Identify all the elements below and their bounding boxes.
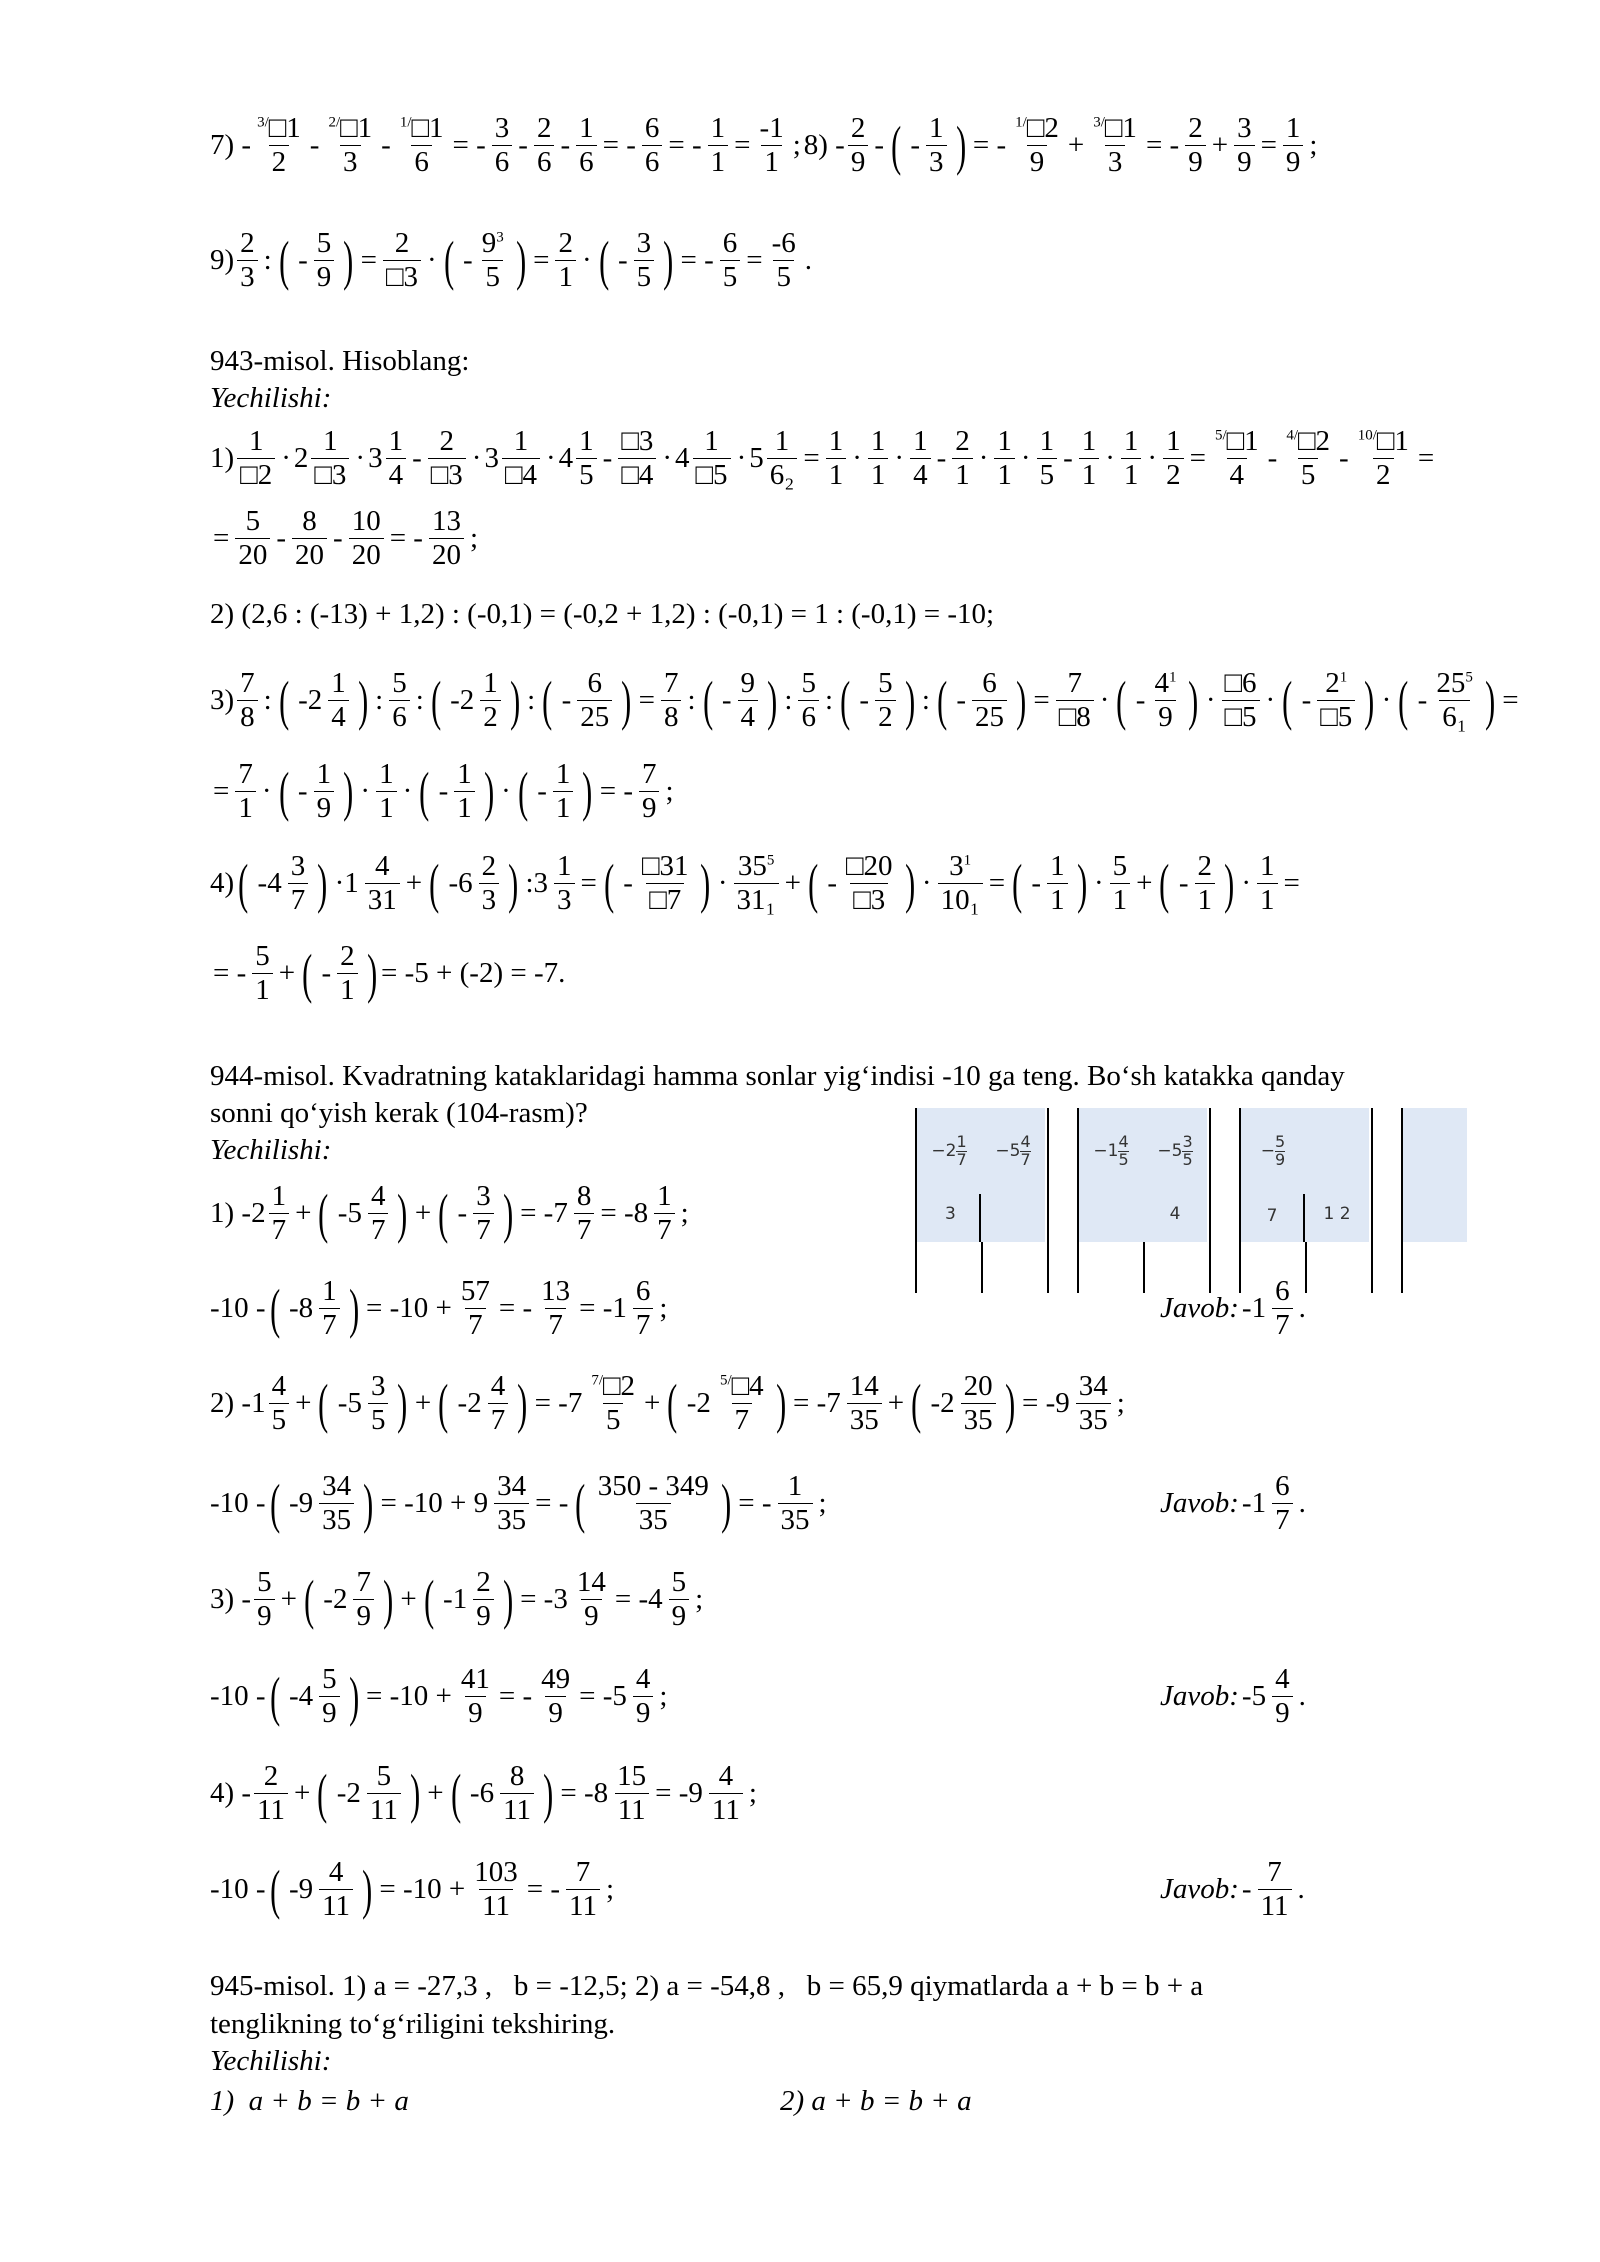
ex945-title1 bbox=[210, 1970, 1203, 2003]
ex944-eq2: 2) -1 $\frac{4}{5}$ + ( -5 $\frac{3}{5}$ ) + ( -2 $\frac{4}{7}$ ) = -7 $\frac{^{7/}□2}{5}$ + ( -2 $\frac{^{5/}□4}{7}$ ) = -7 $\frac{14}{35}$ + ( -2 $\frac{20}{35}$ ) = -9 $\frac{34}{35}$ ; bbox=[210, 1370, 1128, 1438]
eq-line-7: 7) - $\frac{^{3/}□1}{2}$ - $\frac{^{2/}□1}{3}$ - $\frac{^{1/}□1}{6}$ = - $\frac{3}{6}$ - $\frac{2}{6}$ - $\frac{1}{6}$ = - $\frac{6}{6}$ = - $\frac{1}{1}$ = $\frac{-1}{1}$ ; 8) - $\frac{2}{9}$ - ( - $\frac{1}{3}$ ) = - $\frac{^{1/}□2}{9}$ + $\frac{^{3/}□1}{3}$ = - $\frac{2}{9}$ + $\frac{3}{9}$ = $\frac{1}{9}$ ; bbox=[210, 112, 1320, 180]
ex945-r1-text: 1) a + b = b + a bbox=[210, 2085, 409, 2117]
ex945-title2-text: tenglikning to‘g‘riligini tekshiring. bbox=[210, 2008, 616, 2040]
grid1-cell-c: 3 bbox=[917, 1194, 981, 1242]
ex943-label-3: 3) bbox=[210, 684, 235, 717]
ex943-label-1: 1) bbox=[210, 442, 235, 475]
ex945-title1-text: 945-misol. 1) a = -27,3 , b = -12,5; 2) a = -54,8 , b = 65,9 qiymatlarda a + b = b + a bbox=[210, 1970, 1204, 2002]
ex944-eq2b: -10 - ( -9 $\frac{34}{35}$ ) = -10 + 9 $\frac{34}{35}$ = - ( $\frac{350 - 349}{35}$ ) = - $\frac{1}{35}$ ; bbox=[210, 1470, 830, 1538]
ex943-eq1b: = $\frac{5}{20}$ - $\frac{8}{20}$ - $\frac{10}{20}$ = - $\frac{13}{20}$ ; bbox=[213, 505, 479, 572]
grid2-cell-d: 4 bbox=[1143, 1194, 1207, 1242]
ex943-yechilishi bbox=[210, 382, 331, 415]
frac: $\frac{^{3/}□1}{2}$ bbox=[257, 112, 301, 179]
javob-label: Javob: bbox=[1160, 1292, 1239, 1325]
ex945-yechilishi bbox=[210, 2045, 331, 2078]
ex943-eq4: 4) ( -4 $\frac{3}{7}$ ) ·1 $\frac{4}{31}$ + ( -6 $\frac{2}{3}$ ) :3 $\frac{1}{3}$ = ( - $\frac{□31}{□7}$ ) · $\frac{35^5}{\text{31₁}}$ + ( - $\frac{□20}{□3}$ ) · $\frac{3^1}{\text{10₁}}$ = ( - $\frac{1}{1}$ ) · $\frac{5}{1}$ + ( - $\frac{2}{1}$ ) · $\frac{1}{1}$ = bbox=[210, 850, 1303, 918]
ex945-title2 bbox=[210, 2008, 615, 2041]
ex943-eq3: 3) $\frac{7}{8}$ : ( -2 $\frac{1}{4}$ ) : $\frac{5}{6}$ : ( -2 $\frac{1}{2}$ ) : ( - $\frac{6}{25}$ ) = $\frac{7}{8}$ : ( - $\frac{9}{4}$ ) : $\frac{5}{6}$ : ( - $\frac{5}{2}$ ) : ( - $\frac{6}{25}$ ) = $\frac{7}{□8}$ · ( - $\frac{4^1}{9}$ ) · $\frac{□6}{□5}$ · ( - $\frac{2^1}{□5}$ ) · ( - $\frac{25^5}{\text{6₁}}$ ) = bbox=[210, 667, 1522, 735]
label-7: 7) - bbox=[210, 129, 252, 162]
ex944-title bbox=[210, 1060, 1345, 1093]
grid1-cell-d bbox=[981, 1194, 1045, 1242]
ex944-eq4: 4) - $\frac{2}{11}$ + ( -2 $\frac{5}{11}$ ) + ( -6 $\frac{8}{11}$ ) = -8 $\frac{15}{11}$ = -9 $\frac{4}{11}$ ; bbox=[210, 1760, 760, 1828]
figure-104-grids bbox=[915, 1108, 1465, 1293]
grid1-cell-a: −2 1 7 bbox=[917, 1108, 983, 1196]
ex944-eq1: 1) -2 $\frac{1}{7}$ + ( -5 $\frac{4}{7}$ ) + ( - $\frac{3}{7}$ ) = -7 $\frac{8}{7}$ = -8 $\frac{1}{7}$ ; bbox=[210, 1180, 692, 1248]
ex944-title-text: 944-misol. Kvadratning kataklaridagi hamma sonlar yig‘indisi -10 ga teng. Bo‘sh katakka qanday bbox=[210, 1060, 1345, 1092]
result-sign: = - bbox=[389, 522, 423, 555]
ex943-title-text: 943-misol. Hisoblang: bbox=[210, 345, 470, 377]
grid-4 bbox=[1401, 1108, 1467, 1293]
ex944-eq3b: -10 - ( -4 $\frac{5}{9}$ ) = -10 + $\frac{41}{9}$ = - $\frac{49}{9}$ = -5 $\frac{4}{9}$ ; bbox=[210, 1663, 670, 1731]
grid4-cell-c bbox=[1403, 1194, 1467, 1242]
ex945-yech-text: Yechilishi: bbox=[210, 2045, 332, 2077]
ex943-eq3b: = $\frac{7}{1}$ · ( - $\frac{1}{9}$ ) · $\frac{1}{1}$ · ( - $\frac{1}{1}$ ) · ( - $\frac{1}{1}$ ) = - $\frac{7}{9}$ ; bbox=[210, 758, 677, 826]
javob-label: Javob: bbox=[1160, 1680, 1239, 1713]
ex943-eq2-text: 2) (2,6 : (-13) + 1,2) : (-0,1) = (-0,2 + 1,2) : (-0,1) = 1 : (-0,1) = -10; bbox=[210, 598, 995, 630]
grid3-cell-d: 1 2 bbox=[1305, 1194, 1369, 1242]
grid2-cell-b: −5 3 5 bbox=[1143, 1108, 1207, 1196]
ex944-eq4b: -10 - ( -9 $\frac{4}{11}$ ) = -10 + $\frac{103}{11}$ = - $\frac{7}{11}$ ; bbox=[210, 1856, 617, 1924]
javob-label: Javob: bbox=[1160, 1487, 1239, 1520]
ex945-r1 bbox=[210, 2085, 409, 2118]
grid2-cell-c bbox=[1079, 1194, 1145, 1242]
eq-line-9: 9) $\frac{2}{3}$ : ( - $\frac{5}{9}$ ) = $\frac{2}{□3}$ · ( - $\frac{9^3}{5}$ ) = $\frac{2}{1}$ · ( - $\frac{3}{5}$ ) = - $\frac{6}{5}$ = $\frac{-6}{5}$ . bbox=[210, 227, 815, 295]
grid3-cell-b bbox=[1305, 1108, 1369, 1196]
ex944-title2-text: sonni qo‘yish kerak (104-rasm)? bbox=[210, 1097, 588, 1129]
frac: $\frac{^{1/}□1}{6}$ bbox=[399, 112, 444, 179]
grid-1 bbox=[915, 1108, 1049, 1293]
javob-label: Javob: bbox=[1160, 1873, 1239, 1906]
ex943-eq2 bbox=[210, 598, 994, 631]
grid-2 bbox=[1077, 1108, 1211, 1293]
label-9: 9) bbox=[210, 244, 235, 277]
ex944-yechilishi bbox=[210, 1134, 331, 1167]
grid3-cell-c: 7 bbox=[1241, 1194, 1305, 1242]
grid-3 bbox=[1239, 1108, 1373, 1293]
ex943-eq1: 1) $\frac{1}{□2}$ · 2 $\frac{1}{□3}$ · 3 $\frac{1}{4}$ - $\frac{2}{□3}$ · 3 $\frac{1}{□4}$ · 4 $\frac{1}{5}$ - $\frac{□3}{□4}$ · 4 $\frac{1}{□5}$ · 5 $\frac{1}{\text{6₂}}$ = $\frac{1}{1}$ · $\frac{1}{1}$ · $\frac{1}{4}$ - $\frac{2}{1}$ · $\frac{1}{1}$ · $\frac{1}{5}$ - $\frac{1}{1}$ · $\frac{1}{1}$ · $\frac{1}{2}$ = $\frac{^{5/}□1}{4}$ - $\frac{^{4/}□2}{5}$ - $\frac{^{10/}□1}{2}$ = bbox=[210, 425, 1435, 492]
grid1-cell-b: −5 4 7 bbox=[981, 1108, 1045, 1196]
ex944-title2 bbox=[210, 1097, 588, 1130]
javob-1: Javob: -1 $\frac{6}{7}$ . bbox=[1160, 1275, 1306, 1342]
javob-3: Javob: -5 $\frac{4}{9}$ . bbox=[1160, 1663, 1306, 1730]
ex944-yech-text: Yechilishi: bbox=[210, 1134, 332, 1166]
frac: $\frac{^{2/}□1}{3}$ bbox=[328, 112, 373, 179]
ex944-eq3: 3) - $\frac{5}{9}$ + ( -2 $\frac{7}{9}$ ) + ( -1 $\frac{2}{9}$ ) = -3 $\frac{14}{9}$ = -4 $\frac{5}{9}$ ; bbox=[210, 1566, 706, 1634]
ex943-title bbox=[210, 345, 469, 378]
ex943-yech-text: Yechilishi: bbox=[210, 382, 332, 414]
ex945-r2 bbox=[780, 2085, 972, 2118]
ex944-eq1b: -10 - ( -8 $\frac{1}{7}$ ) = -10 + $\frac{57}{7}$ = - $\frac{13}{7}$ = -1 $\frac{6}{7}$ ; bbox=[210, 1275, 670, 1343]
ex945-r2-text: 2) a + b = b + a bbox=[780, 2085, 972, 2117]
ex943-label-4: 4) bbox=[210, 867, 235, 900]
grid3-cell-a: − 5 9 bbox=[1241, 1108, 1307, 1196]
ex943-eq4b: = - $\frac{5}{1}$ + ( - $\frac{2}{1}$ ) = -5 + (-2) = -7. bbox=[210, 940, 565, 1008]
label-8: 8) - bbox=[803, 129, 845, 162]
javob-4: Javob: - $\frac{7}{11}$ . bbox=[1160, 1856, 1305, 1923]
grid4-cell-a bbox=[1403, 1108, 1467, 1196]
javob-2: Javob: -1 $\frac{6}{7}$ . bbox=[1160, 1470, 1306, 1537]
ex943-eq4-tail: = -5 + (-2) = -7. bbox=[381, 957, 566, 990]
grid2-cell-a: −1 4 5 bbox=[1079, 1108, 1145, 1196]
